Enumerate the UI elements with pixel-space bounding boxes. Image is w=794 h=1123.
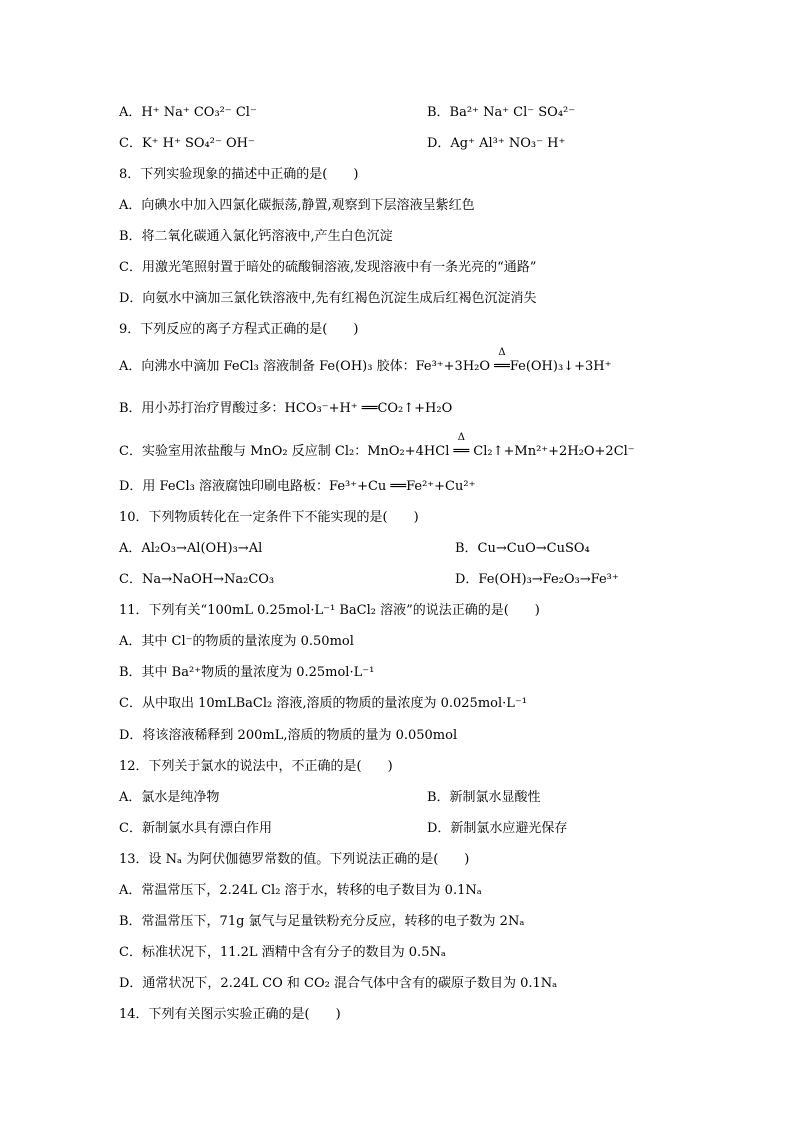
- q9-a-arrow: ══: [494, 359, 510, 374]
- q11-option-b: B．其中 Ba²⁺物质的量浓度为 0.25mol·L⁻¹: [119, 665, 375, 680]
- q10-option-a: A．Al₂O₃→Al(OH)₃→Al: [119, 541, 263, 556]
- q12-option-a: A．氯水是纯净物: [119, 790, 220, 805]
- q11-option-a: A．其中 Cl⁻的物质的量浓度为 0.50mol: [119, 634, 354, 649]
- q12-option-c: C．新制氯水具有漂白作用: [119, 821, 272, 836]
- q11-stem: 11．下列有关“100mL 0.25mol·L⁻¹ BaCl₂ 溶液”的说法正确的是( ): [119, 603, 540, 618]
- heat-arrow: [453, 432, 470, 461]
- q8-option-c: C．用激光笔照射置于暗处的硫酸铜溶液,发现溶液中有一条光亮的“通路”: [119, 260, 537, 275]
- q9-option-d: D．用 FeCl₃ 溶液腐蚀印刷电路板：Fe³⁺+Cu ══Fe²⁺+Cu²⁺: [119, 479, 476, 494]
- heat-symbol: Δ: [498, 347, 506, 358]
- q9-option-c: [119, 432, 635, 461]
- q11-option-d: D．将该溶液稀释到 200mL,溶质的物质的量为 0.050mol: [119, 728, 458, 743]
- option-top-c: C．K⁺ H⁺ SO₄²⁻ OH⁻: [119, 136, 255, 151]
- q10-stem: 10．下列物质转化在一定条件下不能实现的是( ): [119, 510, 419, 525]
- option-top-d: D．Ag⁺ Al³⁺ NO₃⁻ H⁺: [427, 136, 566, 151]
- q9-a-text: A．向沸水中滴加 FeCl₃ 溶液制备 Fe(OH)₃ 胶体：Fe³⁺+3H₂O: [119, 359, 495, 374]
- q11-option-c: C．从中取出 10mLBaCl₂ 溶液,溶质的物质的量浓度为 0.025mol·L⁻¹: [119, 696, 527, 711]
- q13-option-c: C．标准状况下，11.2L 酒精中含有分子的数目为 0.5Nₐ: [119, 945, 446, 960]
- q12-stem: 12．下列关于氯水的说法中，不正确的是( ): [119, 759, 393, 774]
- q9-c-text: C．实验室用浓盐酸与 MnO₂ 反应制 Cl₂：MnO₂+4HCl: [119, 444, 454, 459]
- q10-option-d: D．Fe(OH)₃→Fe₂O₃→Fe³⁺: [455, 572, 619, 587]
- q9-a-tail: Fe(OH)₃↓+3H⁺: [509, 359, 612, 374]
- q8-option-d: D．向氨水中滴加三氯化铁溶液中,先有红褐色沉淀生成后红褐色沉淀消失: [119, 291, 537, 306]
- q9-c-tail: Cl₂↑+Mn²⁺+2H₂O+2Cl⁻: [469, 444, 635, 459]
- option-top-b: B．Ba²⁺ Na⁺ Cl⁻ SO₄²⁻: [427, 105, 576, 120]
- q14-stem: 14．下列有关图示实验正确的是( ): [119, 1007, 341, 1022]
- q13-stem: 13．设 Nₐ 为阿伏伽德罗常数的值。下列说法正确的是( ): [119, 852, 470, 867]
- option-top-a: A．H⁺ Na⁺ CO₃²⁻ Cl⁻: [119, 105, 257, 120]
- q13-option-b: B．常温常压下，71g 氯气与足量铁粉充分反应，转移的电子数为 2Nₐ: [119, 914, 525, 929]
- q13-option-a: A．常温常压下，2.24L Cl₂ 溶于水，转移的电子数目为 0.1Nₐ: [119, 883, 482, 898]
- heat-symbol: Δ: [457, 432, 465, 443]
- heat-arrow: [494, 347, 510, 376]
- q10-option-c: C．Na→NaOH→Na₂CO₃: [119, 572, 275, 587]
- q12-option-d: D．新制氯水应避光保存: [427, 821, 568, 836]
- q8-option-b: B．将二氧化碳通入氯化钙溶液中,产生白色沉淀: [119, 229, 393, 244]
- q13-option-d: D．通常状况下，2.24L CO 和 CO₂ 混合气体中含有的碳原子数目为 0.1Nₐ: [119, 976, 558, 991]
- q8-stem: 8．下列实验现象的描述中正确的是( ): [119, 167, 359, 182]
- q8-option-a: A．向碘水中加入四氯化碳振荡,静置,观察到下层溶液呈紫红色: [119, 198, 475, 213]
- q9-stem: 9．下列反应的离子方程式正确的是( ): [119, 322, 359, 337]
- q9-option-a: [119, 347, 612, 376]
- q9-option-b: B．用小苏打治疗胃酸过多：HCO₃⁻+H⁺ ══CO₂↑+H₂O: [119, 401, 453, 416]
- q10-option-b: B．Cu→CuO→CuSO₄: [455, 541, 590, 556]
- q12-option-b: B．新制氯水显酸性: [427, 790, 541, 805]
- q9-c-arrow: ══: [453, 444, 470, 459]
